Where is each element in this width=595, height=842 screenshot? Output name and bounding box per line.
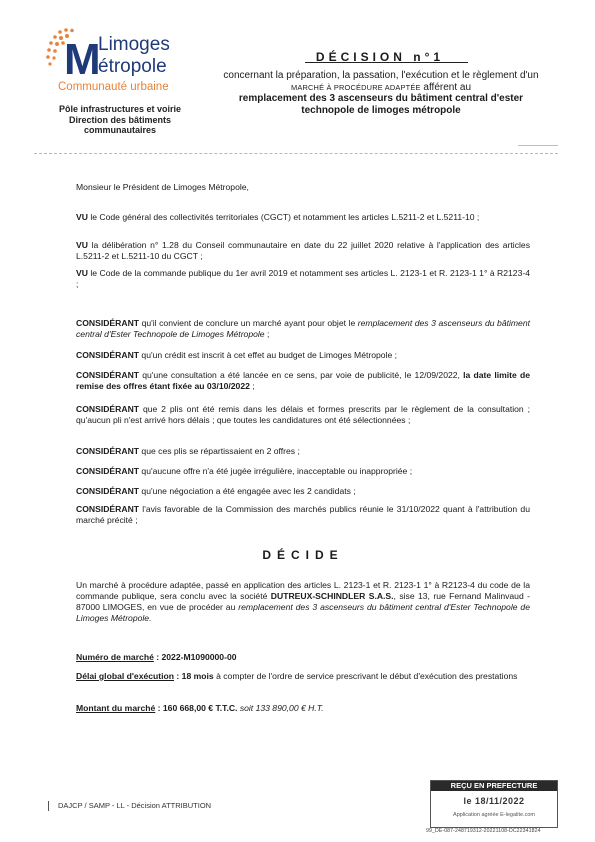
- vu-paragraph-3: VU le Code de la commande publique du 1er avril 2019 et notamment ses articles L. 2123-1 et R. 2123-1 1° à R2123-4 ;: [76, 268, 530, 289]
- pole-line-3: communautaires: [83, 125, 157, 135]
- footer-reference: DAJCP / SAMP - LL - Décision ATTRIBUTION: [58, 801, 212, 810]
- stamp-application: Application agréée E-legalite.com: [453, 812, 535, 818]
- intro-text-1: concernant la préparation, la passation, l'exécution et le règlement d'un: [223, 70, 539, 81]
- intro-small-caps: MARCHÉ À PROCÉDURE ADAPTÉE: [290, 82, 421, 92]
- decision-title: DÉCISION n°1: [315, 50, 445, 64]
- considerant-6: CONSIDÉRANT qu'aucune offre n'a été jugée irrégulière, inacceptable ou inappropriée ;: [76, 466, 413, 476]
- pole-line-1: Pôle infrastructures et voirie: [58, 104, 182, 114]
- header-mark: [518, 145, 558, 146]
- pole-line-2: Direction des bâtiments: [68, 114, 172, 125]
- header-separator: [34, 153, 558, 154]
- intro-text-2: afférent au: [420, 81, 472, 93]
- footer-mark: [48, 801, 55, 811]
- title-underline: [305, 62, 468, 63]
- considerant-3: CONSIDÉRANT qu'une consultation a été lancée en ce sens, par voie de publicité, le 12/09/2022, la date limite de remise des offres étant fixée au 03/10/2022 ;: [76, 370, 530, 391]
- prefecture-stamp: [430, 780, 558, 828]
- salutation: Monsieur le Président de Limoges Métropole,: [76, 182, 249, 192]
- considerant-4: CONSIDÉRANT que 2 plis ont été remis dans les délais et formes prescrits par le règlement de la consultation ; qu'aucun pli n'est arrivé hors délais ; que toutes les candidatures ont été sélectionnées ;: [76, 404, 530, 425]
- considerant-5: CONSIDÉRANT que ces plis se répartissaient en 2 offres ;: [76, 446, 300, 456]
- stamp-date: le 18/11/2022: [463, 796, 525, 806]
- decision-paragraph: Un marché à procédure adaptée, passé en application des articles L. 2123-1 et R. 2123-1 1° à R2123-4 du code de la commande publique, sera conclu avec la société DUTREUX-SCHINDLER S.A.S., sise 13, rue Fernand Malinvaud - 87000 LIMOGES, en vue de procéder au remplacement des 3 ascenseurs du bâtiment central d'Ester Technopole de Limoges Métropole.: [76, 580, 530, 623]
- numero-marche: Numéro de marché : 2022-M1090000-00: [76, 652, 237, 662]
- montant-marche: Montant du marché : 160 668,00 € T.T.C. soit 133 890,00 € H.T.: [76, 703, 324, 713]
- considerant-1: CONSIDÉRANT qu'il convient de conclure un marché ayant pour objet le remplacement des 3 ascenseurs du bâtiment central d'Ester Technopole de Limoges Métropole ;: [76, 318, 530, 339]
- decide-heading: DÉCIDE: [262, 548, 344, 562]
- vu-paragraph-1: VU le Code général des collectivités territoriales (CGCT) et notamment les articles L.5211-2 et L.5211-10 ;: [76, 212, 480, 222]
- pole-block: [40, 104, 200, 136]
- logo-initial: M: [64, 35, 101, 84]
- considerant-7: CONSIDÉRANT qu'une négociation a été engagée avec les 2 candidats ;: [76, 486, 356, 496]
- considerant-2: CONSIDÉRANT qu'un crédit est inscrit à cet effet au budget de Limoges Métropole ;: [76, 350, 398, 360]
- logo-tagline: Communauté urbaine: [58, 81, 169, 93]
- vu-paragraph-2: VU la délibération n° 1.28 du Conseil communautaire en date du 22 juillet 2020 relative à l'application des articles L.5211-2 et L.5211-10 du CGCT ;: [76, 240, 530, 261]
- considerant-8: CONSIDÉRANT l'avis favorable de la Commission des marchés publics réunie le 31/10/2022 quant à l'attribution du marché précité ;: [76, 504, 530, 525]
- limoges-metropole-logo: [40, 26, 200, 98]
- delai-execution: Délai global d'exécution : 18 mois à compter de l'ordre de service prescrivant le début d'exécution des prestations: [76, 671, 518, 681]
- logo-word-metropole: étropole: [98, 56, 167, 77]
- stamp-code: 99_DE-087-248719312-20221108-DC22341824: [426, 828, 541, 834]
- decision-intro: [222, 70, 540, 93]
- decision-subject: remplacement des 3 ascenseurs du bâtiment central d'ester technopole de limoges métropole: [238, 93, 524, 116]
- stamp-heading: REÇU EN PREFECTURE: [431, 781, 557, 791]
- logo-word-limoges: Limoges: [98, 34, 170, 55]
